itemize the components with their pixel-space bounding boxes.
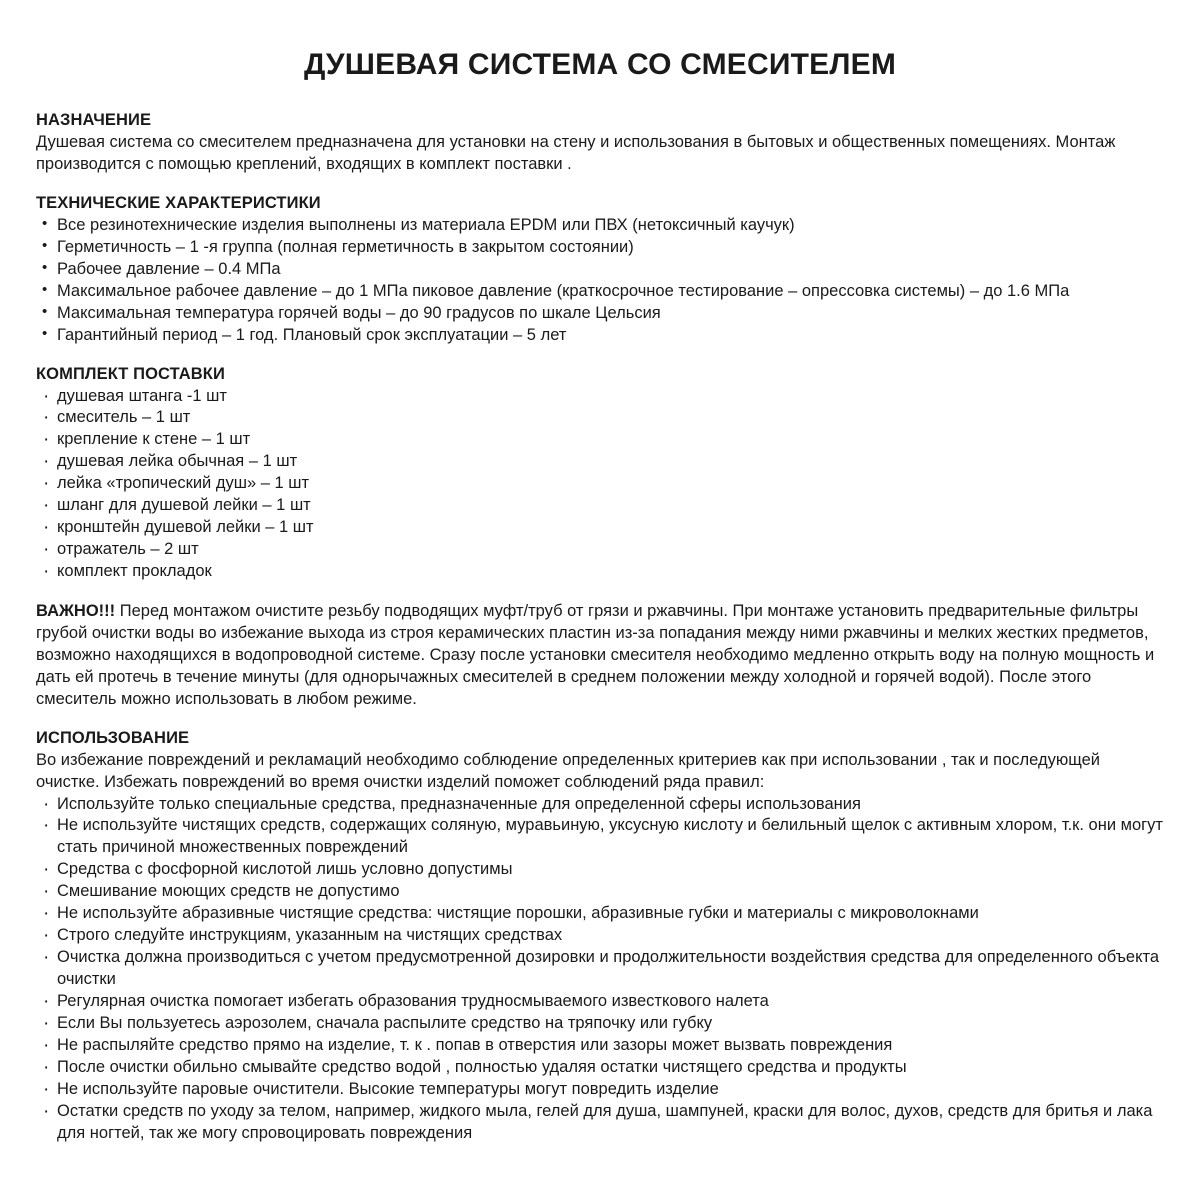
list-item: · Средства с фосфорной кислотой лишь условно допустимы	[36, 859, 1164, 881]
list-item: · Не используйте паровые очистители. Высокие температуры могут повредить изделие	[36, 1079, 1164, 1101]
list-item: • Все резинотехнические изделия выполнены из материала EPDM или ПВХ (нетоксичный каучук)	[36, 215, 1164, 237]
list-item: • Рабочее давление – 0.4 МПа	[36, 259, 1164, 281]
usage-list	[36, 794, 1164, 1145]
list-item: · смеситель – 1 шт	[36, 407, 1164, 429]
important-paragraph	[36, 601, 1164, 711]
section-heading-package: КОМПЛЕКТ ПОСТАВКИ	[36, 364, 225, 383]
list-item: · Не распыляйте средство прямо на изделие, т. к . попав в отверстия или зазоры может вызвать повреждения	[36, 1035, 1164, 1057]
purpose-paragraph: Душевая система со смесителем предназначена для установки на стену и использования в бытовых и общественных помещениях. Монтаж производится с помощью креплений, входящих в комплект поставки .	[36, 133, 1116, 173]
specs-list	[36, 215, 1164, 347]
list-item: · Используйте только специальные средства, предназначенные для определенной сферы использования	[36, 794, 1164, 816]
list-item: · Не используйте чистящих средств, содержащих соляную, муравьиную, уксусную кислоту и белильный щелок с активным хлором, т.к. они могут стать причиной множественных повреждений	[36, 815, 1164, 859]
section-usage	[36, 729, 1164, 1145]
list-item: · душевая штанга -1 шт	[36, 386, 1164, 408]
list-item: · Регулярная очистка помогает избегать образования трудносмываемого известкового налета	[36, 991, 1164, 1013]
list-item: · Если Вы пользуетесь аэрозолем, сначала распылите средство на тряпочку или губку	[36, 1013, 1164, 1035]
list-item: • Гарантийный период – 1 год. Плановый срок эксплуатации – 5 лет	[36, 325, 1164, 347]
list-item: · Смешивание моющих средств не допустимо	[36, 881, 1164, 903]
section-heading-specs: ТЕХНИЧЕСКИЕ ХАРАКТЕРИСТИКИ	[36, 193, 321, 212]
list-item: · Не используйте абразивные чистящие средства: чистящие порошки, абразивные губки и материалы с микроволокнами	[36, 903, 1164, 925]
list-item: · Очистка должна производиться с учетом предусмотренной дозировки и продолжительности воздействия средства для определенного объекта очистки	[36, 947, 1164, 991]
list-item: · душевая лейка обычная – 1 шт	[36, 451, 1164, 473]
page-title: ДУШЕВАЯ СИСТЕМА СО СМЕСИТЕЛЕМ	[303, 48, 897, 81]
section-heading-usage: ИСПОЛЬЗОВАНИЕ	[36, 728, 190, 747]
list-item: • Максимальная температура горячей воды – до 90 градусов по шкале Цельсия	[36, 303, 1164, 325]
list-item: • Максимальное рабочее давление – до 1 МПа пиковое давление (краткосрочное тестирование – опрессовка системы) – до 1.6 МПа	[36, 281, 1164, 303]
list-item: • Герметичность – 1 -я группа (полная герметичность в закрытом состоянии)	[36, 237, 1164, 259]
usage-paragraph: Во избежание повреждений и рекламаций необходимо соблюдение определенных критериев как при использовании , так и последующей очистке. Избежать повреждений во время очистки изделий поможет соблюдений ряда правил:	[36, 750, 1101, 791]
list-item: · лейка «тропический душ» – 1 шт	[36, 473, 1164, 495]
list-item: · шланг для душевой лейки – 1 шт	[36, 495, 1164, 517]
section-package	[36, 365, 1164, 583]
list-item: · отражатель – 2 шт	[36, 539, 1164, 561]
important-lead: ВАЖНО!!!	[36, 601, 116, 620]
list-item: · После очистки обильно смывайте средство водой , полностью удаляя остатки чистящего средства и продукты	[36, 1057, 1164, 1079]
section-purpose	[36, 111, 1164, 176]
section-heading-purpose: НАЗНАЧЕНИЕ	[36, 111, 152, 129]
list-item: · Строго следуйте инструкциям, указанным на чистящих средствах	[36, 925, 1164, 947]
list-item: · комплект прокладок	[36, 561, 1164, 583]
list-item: · крепление к стене – 1 шт	[36, 429, 1164, 451]
list-item: · Остатки средств по уходу за телом, например, жидкого мыла, гелей для душа, шампуней, краски для волос, духов, средств для бритья и лака для ногтей, так же могу спровоцировать повреждения	[36, 1101, 1164, 1145]
list-item: · кронштейн душевой лейки – 1 шт	[36, 517, 1164, 539]
important-text: Перед монтажом очистите резьбу подводящих муфт/труб от грязи и ржавчины. При монтаже установить предварительные фильтры грубой очистки воды во избежание выхода из строя керамических пластин из-за попадания между ними ржавчины и мелких жестких предметов, возможно находящихся в водопроводной системе. Сразу после установки смесителя необходимо медленно открыть воду на полную мощность и дать ей протечь в течение минуты (для однорычажных смесителей в среднем положении между холодной и горячей водой). После этого смеситель можно использовать в любом режиме.	[36, 601, 1155, 708]
section-important	[36, 601, 1164, 711]
section-specs	[36, 194, 1164, 347]
package-list	[36, 386, 1164, 583]
